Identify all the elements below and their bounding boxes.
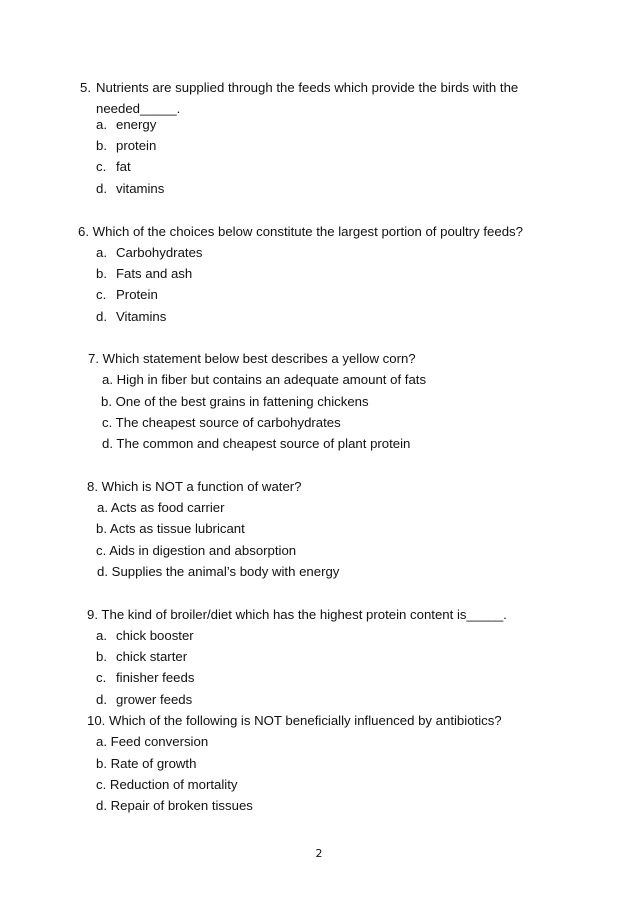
option-letter: b. xyxy=(96,266,107,281)
option-text: finisher feeds xyxy=(116,670,195,685)
option-text: Protein xyxy=(116,287,158,302)
option-letter: c. xyxy=(96,159,107,174)
option-text: chick starter xyxy=(116,649,188,664)
option-letter: b. xyxy=(96,138,107,153)
question-5 xyxy=(80,77,561,119)
question-8: 8. Which is NOT a function of water? xyxy=(87,479,302,494)
option-b: b. Rate of growth xyxy=(96,756,197,771)
option-b: b. One of the best grains in fattening chickens xyxy=(101,394,369,409)
question-text-line-2: needed_____. xyxy=(96,101,181,116)
question-6: 6. Which of the choices below constitute the largest portion of poultry feeds? xyxy=(78,224,523,239)
option-d xyxy=(96,309,166,325)
option-d: d. The common and cheapest source of plant protein xyxy=(102,436,411,451)
option-b xyxy=(96,649,187,665)
question-7: 7. Which statement below best describes a yellow corn? xyxy=(88,351,416,366)
option-a xyxy=(96,628,194,644)
question-9: 9. The kind of broiler/diet which has the highest protein content is_____. xyxy=(87,607,507,622)
option-a xyxy=(96,245,203,261)
option-a: a. Feed conversion xyxy=(96,734,209,749)
option-letter: d. xyxy=(96,309,107,324)
option-b xyxy=(96,266,192,282)
option-d xyxy=(96,181,164,197)
question-10: 10. Which of the following is NOT beneficially influenced by antibiotics? xyxy=(87,713,502,728)
option-text: grower feeds xyxy=(116,692,193,707)
option-d xyxy=(96,692,192,708)
option-letter: c. xyxy=(96,670,107,685)
option-c: c. Reduction of mortality xyxy=(96,777,238,792)
option-text: energy xyxy=(116,117,157,132)
option-letter: c. xyxy=(96,287,107,302)
option-text: chick booster xyxy=(116,628,194,643)
option-letter: a. xyxy=(96,245,107,260)
option-c xyxy=(96,159,131,175)
option-a: a. Acts as food carrier xyxy=(97,500,225,515)
option-letter: d. xyxy=(96,692,107,707)
question-number: 5. xyxy=(80,80,91,95)
option-letter: a. xyxy=(96,628,107,643)
option-letter: b. xyxy=(96,649,107,664)
option-a: a. High in fiber but contains an adequate amount of fats xyxy=(102,372,427,387)
option-text: Vitamins xyxy=(116,309,167,324)
option-text: Carbohydrates xyxy=(116,245,203,260)
option-text: Fats and ash xyxy=(116,266,193,281)
page-number: 2 xyxy=(315,847,323,860)
option-c xyxy=(96,287,158,303)
question-text-line-1: Nutrients are supplied through the feeds which provide the birds with the xyxy=(96,80,519,95)
option-letter: d. xyxy=(96,181,107,196)
option-d: d. Repair of broken tissues xyxy=(96,798,253,813)
option-b: b. Acts as tissue lubricant xyxy=(96,521,245,536)
option-c: c. Aids in digestion and absorption xyxy=(96,543,297,558)
option-letter: a. xyxy=(96,117,107,132)
option-d: d. Supplies the animal’s body with energy xyxy=(97,564,340,579)
option-c xyxy=(96,670,194,686)
option-a xyxy=(96,117,156,133)
option-c: c. The cheapest source of carbohydrates xyxy=(102,415,341,430)
option-text: fat xyxy=(116,159,131,174)
option-text: vitamins xyxy=(116,181,165,196)
option-b xyxy=(96,138,156,154)
option-text: protein xyxy=(116,138,157,153)
